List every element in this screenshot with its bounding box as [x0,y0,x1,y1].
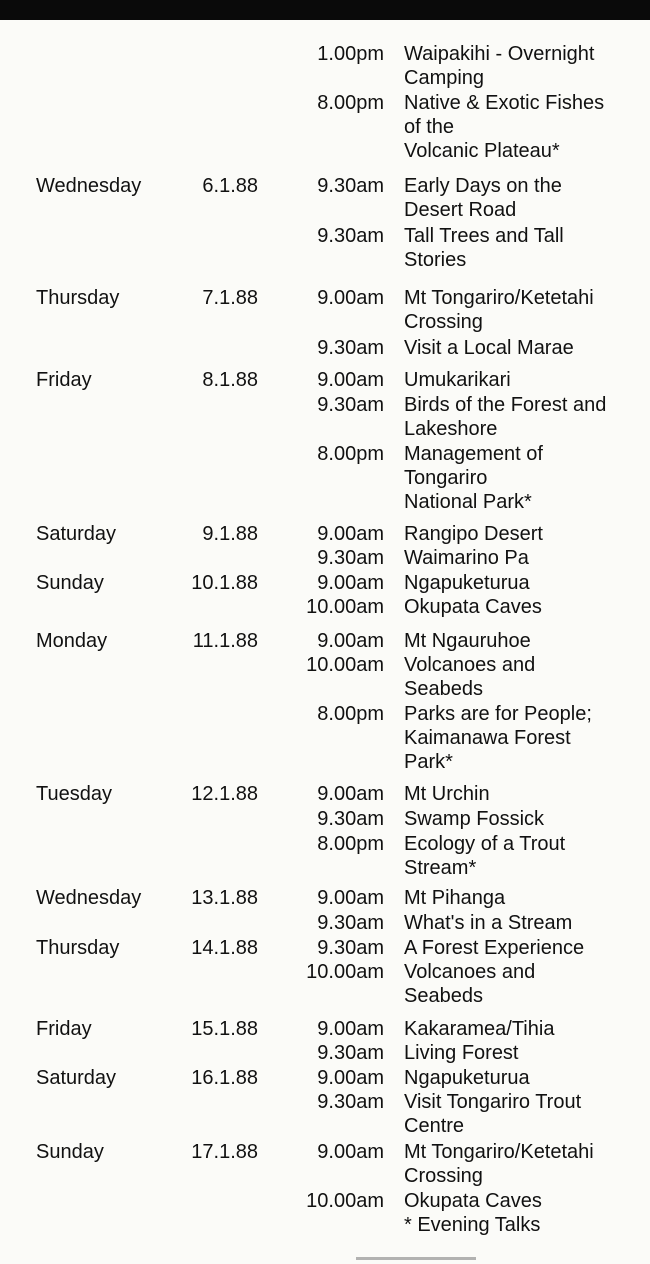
schedule-event: Ngapuketurua [404,1067,530,1089]
schedule-time: 1.00pm [317,43,384,65]
schedule-time: 9.00am [317,369,384,391]
schedule-event: Mt Tongariro/Ketetahi Crossing [404,1141,594,1187]
schedule-date: 16.1.88 [191,1067,258,1089]
schedule-date: 13.1.88 [191,887,258,909]
schedule-date: 8.1.88 [202,369,258,391]
schedule-event: Birds of the Forest and Lakeshore [404,394,607,440]
schedule-day: Saturday [36,523,117,545]
schedule-time: 10.00am [306,961,384,983]
schedule-time: 10.00am [306,654,384,676]
schedule-day: Thursday [36,287,120,309]
schedule-event: A Forest Experience [404,937,585,959]
schedule-time: 9.30am [317,225,384,247]
schedule-day: Thursday [36,937,120,959]
schedule-time: 9.30am [317,1042,384,1064]
schedule-time: 9.00am [317,783,384,805]
schedule-time: 9.00am [317,1018,384,1040]
schedule-date: 15.1.88 [191,1018,258,1040]
bottom-scan-mark [356,1257,476,1260]
schedule-time: 9.30am [317,175,384,197]
schedule-event: Waipakihi - Overnight Camping [404,43,595,89]
schedule-event: Parks are for People; Kaimanawa Forest Park* [404,703,592,773]
schedule-time: 9.00am [317,887,384,909]
schedule-time: 9.30am [317,808,384,830]
schedule-event: Mt Urchin [404,783,490,805]
schedule-time: 8.00pm [317,703,384,725]
schedule-event: Okupata Caves * Evening Talks [404,1190,542,1236]
schedule-event: Mt Tongariro/Ketetahi Crossing [404,287,594,333]
schedule-day: Monday [36,630,108,652]
schedule-time: 9.30am [317,1091,384,1113]
schedule-date: 14.1.88 [191,937,258,959]
schedule-day: Wednesday [36,887,142,909]
schedule-time: 9.00am [317,523,384,545]
schedule-event: Mt Pihanga [404,887,506,909]
schedule-event: Ecology of a Trout Stream* [404,833,566,879]
schedule-time: 9.30am [317,547,384,569]
schedule-time: 8.00pm [317,443,384,465]
schedule-event: Volcanoes and Seabeds [404,961,536,1007]
schedule-event: Living Forest [404,1042,519,1064]
schedule-day: Sunday [36,1141,104,1163]
schedule-time: 9.30am [317,937,384,959]
schedule-day: Sunday [36,572,104,594]
schedule-day: Friday [36,1018,92,1040]
schedule-event: Okupata Caves [404,596,542,618]
schedule-date: 6.1.88 [202,175,258,197]
schedule-day: Saturday [36,1067,117,1089]
schedule-day: Friday [36,369,92,391]
schedule-time: 8.00pm [317,92,384,114]
top-black-bar [0,0,650,20]
schedule-event: Umukarikari [404,369,511,391]
schedule-time: 10.00am [306,1190,384,1212]
schedule-date: 9.1.88 [202,523,258,545]
schedule-time: 9.00am [317,630,384,652]
schedule-time: 9.00am [317,1141,384,1163]
schedule-time: 9.00am [317,1067,384,1089]
schedule-time: 9.30am [317,912,384,934]
schedule-date: 17.1.88 [191,1141,258,1163]
schedule-event: Early Days on the Desert Road [404,175,562,221]
schedule-time: 10.00am [306,596,384,618]
schedule-time: 9.30am [317,394,384,416]
schedule-event: Volcanoes and Seabeds [404,654,536,700]
schedule-event: Ngapuketurua [404,572,530,594]
schedule-event: Rangipo Desert [404,523,543,545]
schedule-time: 9.30am [317,337,384,359]
schedule-event: Kakaramea/Tihia [404,1018,555,1040]
schedule-time: 9.00am [317,572,384,594]
schedule-date: 11.1.88 [192,630,258,652]
schedule-date: 12.1.88 [191,783,258,805]
schedule-event: Waimarino Pa [404,547,529,569]
schedule-time: 9.00am [317,287,384,309]
schedule-event: Visit a Local Marae [404,337,574,359]
schedule-event: Native & Exotic Fishes of the Volcanic Plateau* [404,92,605,162]
schedule-day: Wednesday [36,175,142,197]
schedule-event: Swamp Fossick [404,808,545,830]
schedule-time: 8.00pm [317,833,384,855]
schedule-event: Mt Ngauruhoe [404,630,531,652]
schedule-day: Tuesday [36,783,112,805]
schedule-event: What's in a Stream [404,912,573,934]
schedule-event: Visit Tongariro Trout Centre [404,1091,582,1137]
schedule-date: 10.1.88 [191,572,258,594]
schedule-event: Tall Trees and Tall Stories [404,225,564,271]
schedule-date: 7.1.88 [202,287,258,309]
schedule-event: Management of Tongariro National Park* [404,443,543,513]
